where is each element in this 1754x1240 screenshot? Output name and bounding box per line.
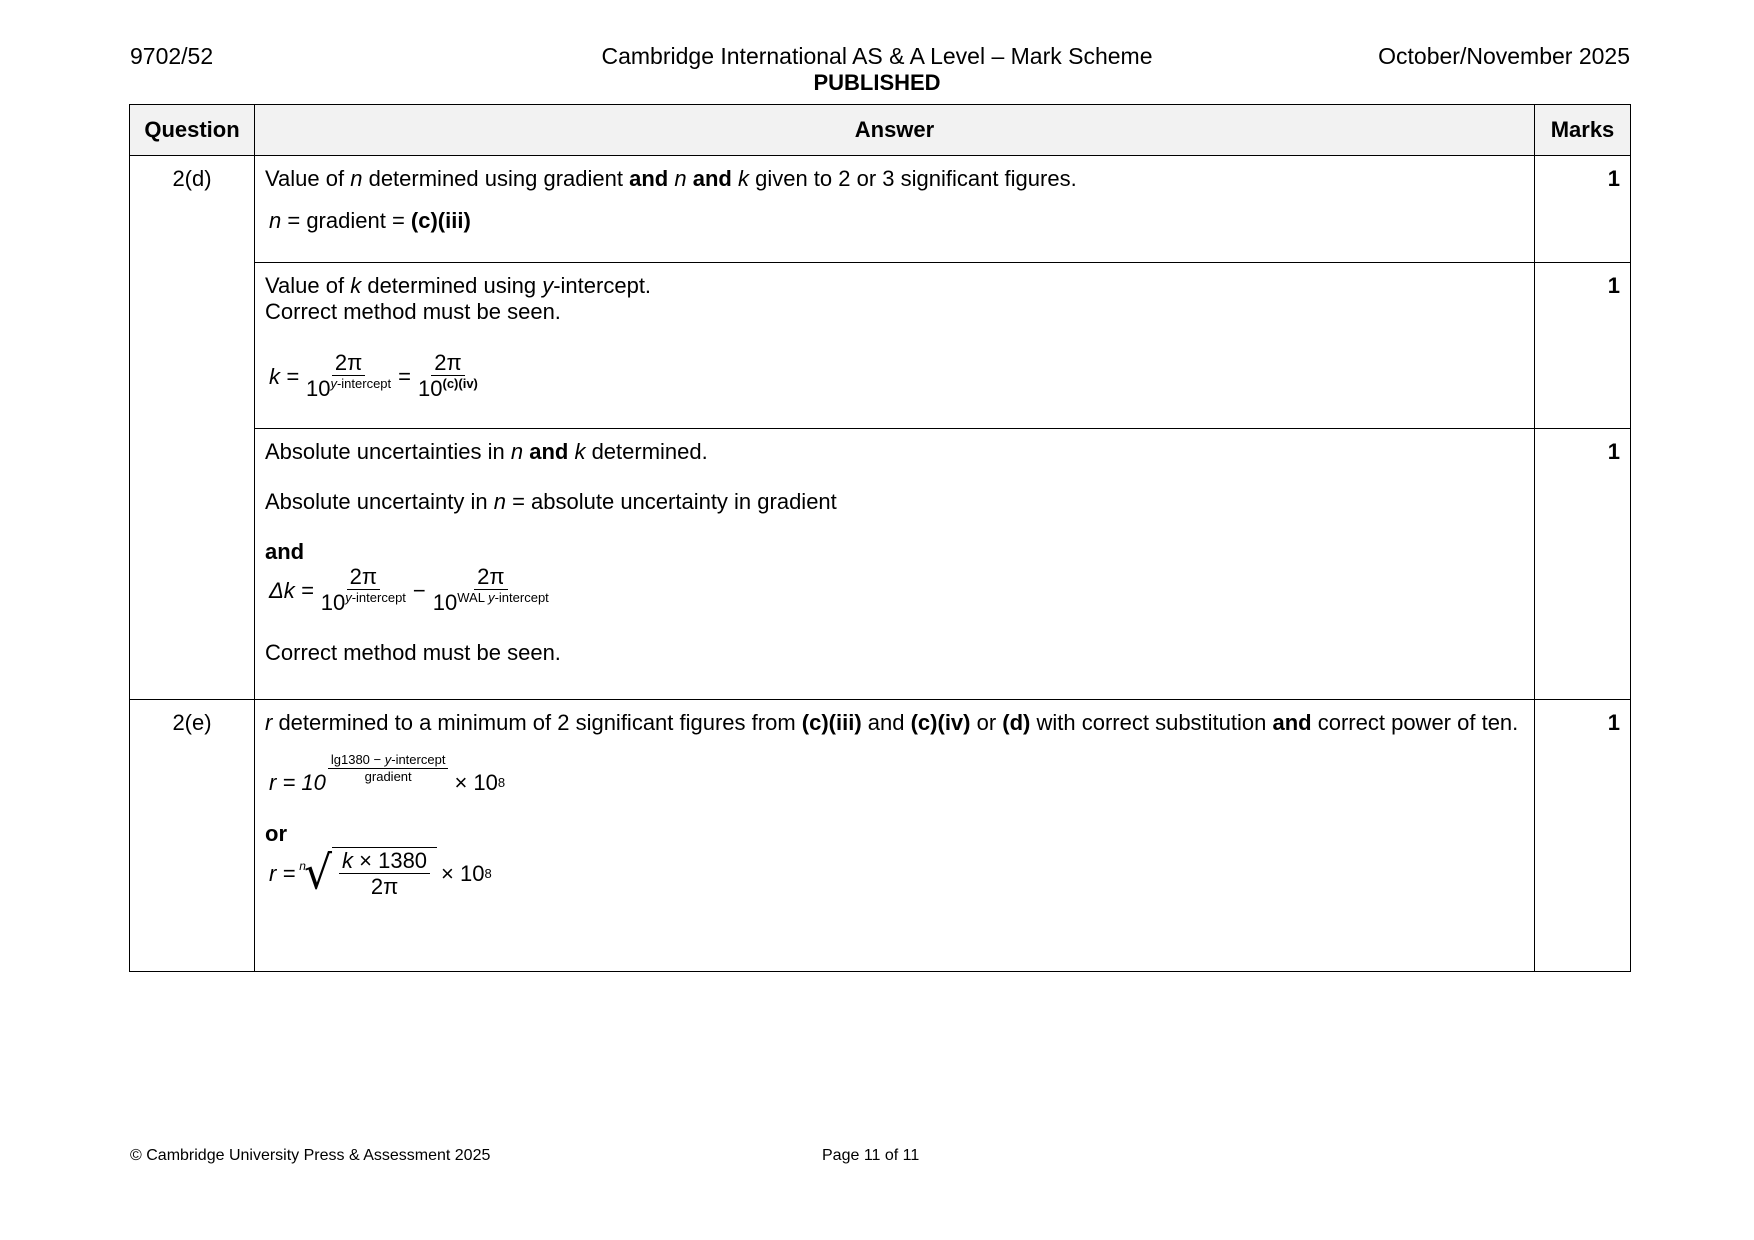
answer-cell: [255, 700, 1535, 972]
table-row: [130, 700, 1631, 972]
answer-cell: [255, 429, 1535, 700]
marks-value: 1: [1535, 156, 1631, 263]
table-row: [130, 263, 1631, 429]
answer-cell: [255, 263, 1535, 429]
answer-text: Correct method must be seen.: [265, 640, 561, 665]
table-header-row: [130, 105, 1631, 156]
marks-value: 1: [1535, 429, 1631, 700]
formula-delta-k: Δk = $\frac{2\pi}{10^{y-intercept}}$ − $\frac{2\pi}{10^{WAL y-intercept}}$: [265, 565, 1524, 616]
answer-text: Value of k determined using y-intercept.: [265, 273, 652, 298]
marks-value: 1: [1535, 263, 1631, 429]
question-number: 2(d): [130, 156, 255, 700]
page-number: Page 11 of 11: [822, 1147, 920, 1164]
fraction: $\frac{2\pi}{10^{y-intercept}}$: [305, 350, 392, 401]
or-label: or: [265, 821, 287, 846]
question-number: 2(e): [130, 700, 255, 972]
answer-text: r determined to a minimum of 2 significant figures from (c)(iii) and (c)(iv) or (d) with correct substitution and correct power of ten.: [265, 710, 1519, 735]
fraction: $\frac{2\pi}{10^{(c)(iv)}}$: [418, 350, 478, 401]
answer-text: Correct method must be seen.: [265, 299, 561, 324]
radical-sign-icon: √: [303, 846, 333, 900]
column-header-question: Question: [130, 105, 255, 156]
exponent-fraction: $\frac{\text{lg1380 − y-intercept}}{\text{gradient}}$: [328, 752, 449, 785]
exam-session: October/November 2025: [1378, 43, 1630, 69]
marks-value: 1: [1535, 700, 1631, 972]
fraction: $\frac{2\pi}{10^{WAL y-intercept}}$: [432, 564, 549, 615]
formula-n: n = gradient = (c)(iii): [269, 208, 471, 233]
formula-r-power: r = 10 $\frac{\text{lg1380 − y-intercept}}{\text{gradient}}$ × 10 8: [269, 752, 506, 795]
copyright-notice: © Cambridge University Press & Assessment 2025: [130, 1147, 491, 1164]
answer-text: Absolute uncertainties in n and k determined.: [265, 439, 708, 464]
and-label: and: [265, 539, 305, 564]
answer-cell: [255, 156, 1535, 263]
published-label: PUBLISHED: [813, 70, 941, 95]
document-title: Cambridge International AS & A Level – Mark Scheme: [601, 43, 1153, 69]
column-header-marks: Marks: [1535, 105, 1631, 156]
table-row: [130, 429, 1631, 700]
fraction: $\frac{2\pi}{10^{y-intercept}}$: [320, 564, 406, 615]
document-code: 9702/52: [130, 43, 214, 69]
formula-r-root: r = n √ $\frac{k \times 1380}{2\pi}$ × 10 8: [269, 846, 492, 900]
answer-text: Absolute uncertainty in n = absolute uncertainty in gradient: [265, 489, 837, 514]
column-header-answer: Answer: [255, 105, 1535, 156]
fraction: $\frac{k \times 1380}{2\pi}$: [339, 849, 430, 900]
nth-root: n √ $\frac{k \times 1380}{2\pi}$: [299, 847, 437, 900]
answer-text: Value of n determined using gradient and n and k given to 2 or 3 significant figures.: [265, 166, 1077, 191]
formula-k: k = $\frac{2\pi}{10^{y-intercept}}$ = $\frac{2\pi}{10^{(c)(iv)}}$: [265, 351, 1524, 402]
table-row: [130, 156, 1631, 263]
mark-scheme-table: [129, 104, 1631, 972]
